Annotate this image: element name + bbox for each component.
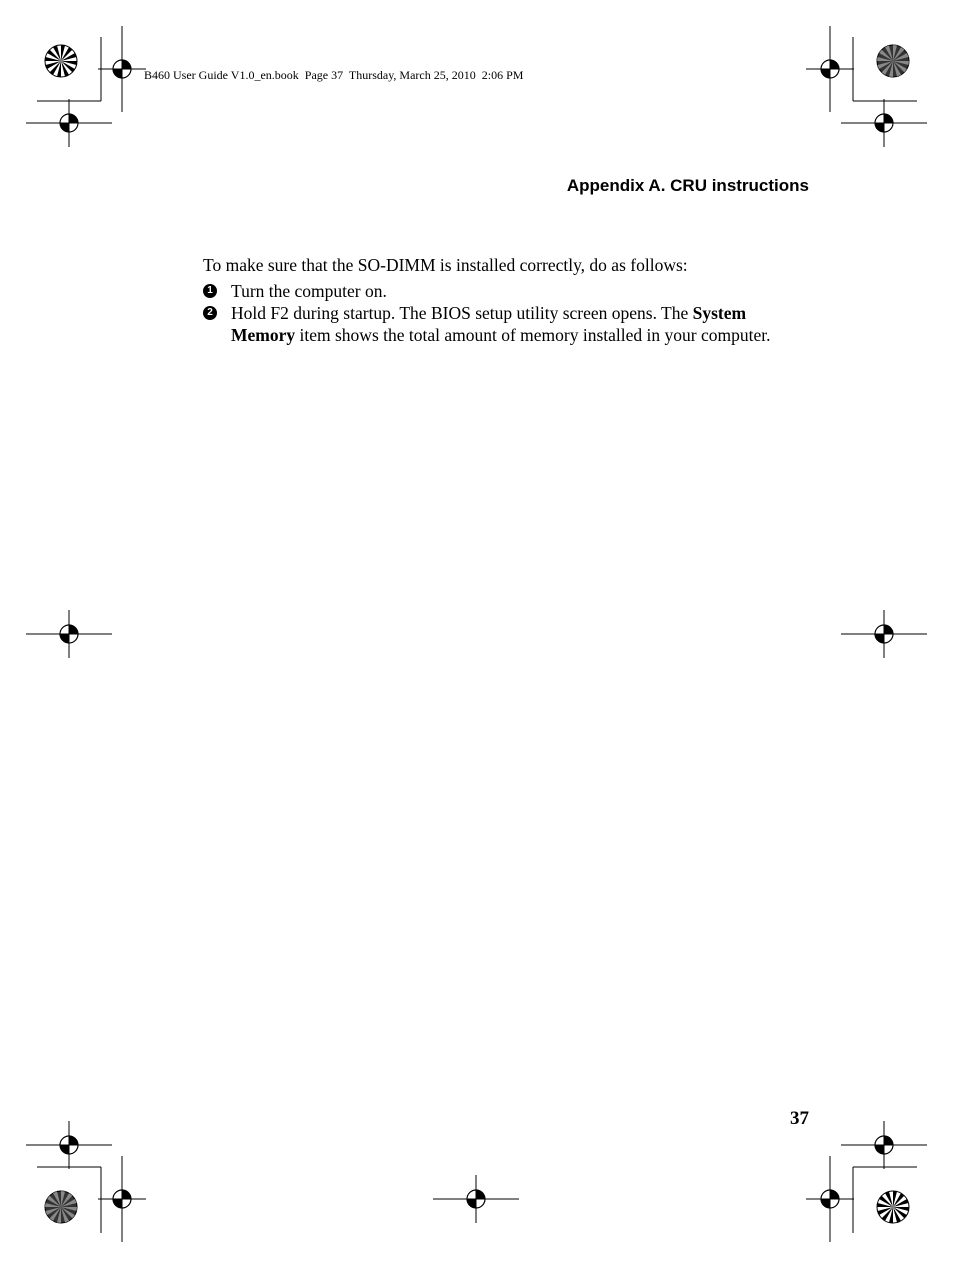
book-file-info: B460 User Guide V1.0_en.book Page 37 Thursday, March 25, 2010 2:06 PM [144,68,524,82]
step-item [203,280,803,302]
step-text: Hold F2 during startup. The BIOS setup utility screen opens. The [231,303,693,323]
step-text: item shows the total amount of memory installed in your computer. [295,325,771,345]
step-item [203,302,803,346]
page-body [203,254,803,346]
intro-paragraph: To make sure that the SO-DIMM is installed correctly, do as follows: [203,255,688,275]
ui-term: System Memory [231,303,747,345]
step-number-badge: 1 [203,284,217,298]
page-number: 37 [790,1108,809,1129]
step-number-badge: 2 [203,306,217,320]
step-text: Turn the computer on. [231,281,387,301]
section-header: Appendix A. CRU instructions [566,176,809,195]
